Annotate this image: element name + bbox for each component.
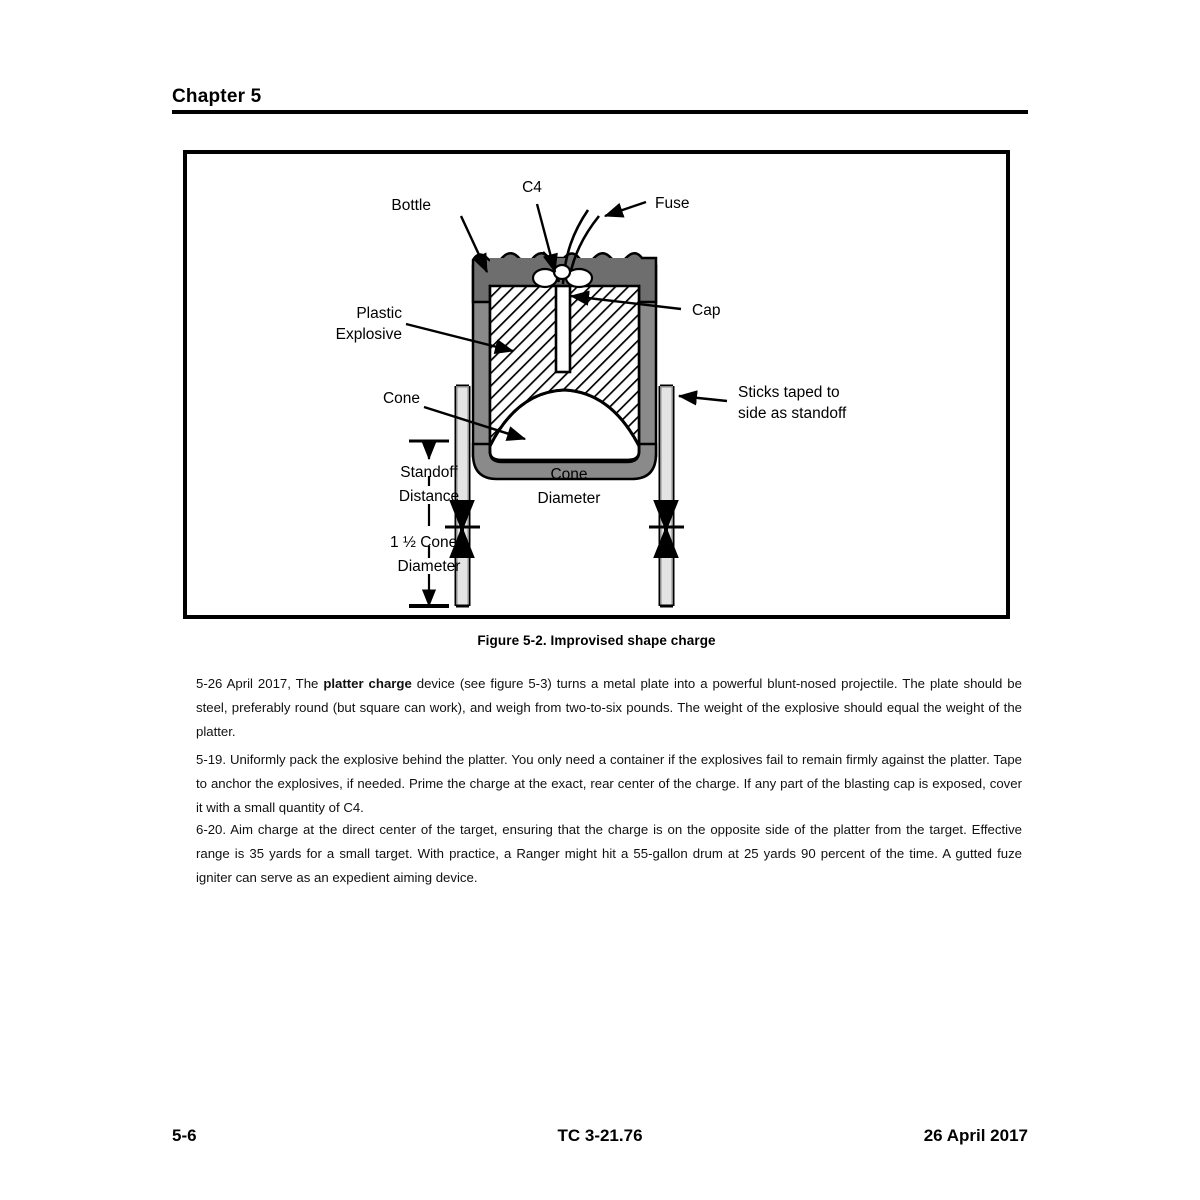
label-standoff-line1: Standoff: [400, 464, 458, 481]
paragraph-5-26: [196, 672, 1022, 744]
label-sticks-line1: Sticks taped to: [738, 384, 840, 401]
paragraph-text-lead: The: [290, 676, 324, 692]
label-bottle: Bottle: [391, 197, 431, 214]
footer-page-number: 5-6: [172, 1126, 197, 1145]
label-cones-diameter-line2: Diameter: [397, 558, 461, 575]
paragraph-text: Aim charge at the direct center of the target, ensuring that the charge is on the opposite side of the platter from the target. Effective range is 35 yards for a small target. With practice, a Ranger might hit a 55-gallon drum at 25 yards 90 percent of the time. A gutted fuze igniter can serve as an expedient aiming device.: [196, 822, 1022, 886]
label-cone-diameter-line2: Diameter: [537, 490, 601, 507]
figure-caption: Figure 5-2. Improvised shape charge: [477, 633, 716, 648]
paragraph-number: 6-20.: [196, 822, 227, 838]
footer-document-id: TC 3-21.76: [557, 1126, 643, 1145]
paragraph-5-20: [196, 818, 1022, 890]
paragraph-number: 5-26 April 2017,: [196, 676, 291, 692]
label-cone-diameter-line1: Cone: [550, 466, 588, 483]
platter-charge-term: platter charge: [323, 676, 412, 692]
header-rule: [172, 110, 1028, 114]
paragraph-5-19: [196, 748, 1022, 820]
figure-frame: [183, 150, 1010, 619]
chapter-header: [172, 86, 1028, 114]
label-fuse: Fuse: [655, 195, 690, 212]
paragraph-text-rest: device (see figure 5-3) turns a metal plate into a powerful blunt-nosed projectile. The plate should be steel, preferably round (but square can work), and weigh from two-to-six pounds. The weight of the explosive should equal the weight of the platter.: [196, 676, 1022, 740]
label-sticks-line2: side as standoff: [738, 405, 847, 422]
improvised-shape-charge-diagram: [187, 154, 1006, 615]
label-cones-diameter-line1: 1 ½ Cone's: [390, 534, 468, 551]
label-cone: Cone: [382, 390, 420, 407]
label-plastic-explosive-line1: Plastic: [356, 305, 402, 322]
label-c4: C4: [522, 179, 542, 196]
page-footer: [172, 1126, 1028, 1150]
label-plastic-explosive-line2: Explosive: [335, 326, 402, 343]
paragraph-number: 5-19.: [196, 752, 227, 768]
label-standoff-line2: Distance: [398, 488, 460, 505]
blasting-cap-shaft: [556, 286, 570, 372]
page-title: Chapter 5: [172, 86, 262, 107]
label-cap: Cap: [692, 302, 721, 319]
paragraph-text: Uniformly pack the explosive behind the platter. You only need a container if the explosives fail to remain firmly against the platter. Tape to anchor the explosives, if needed. Prime the charge at the exact, rear center of the charge. If any part of the blasting cap is exposed, cover it with a small quantity of C4.: [196, 752, 1022, 816]
footer-date: 26 April 2017: [923, 1126, 1028, 1145]
